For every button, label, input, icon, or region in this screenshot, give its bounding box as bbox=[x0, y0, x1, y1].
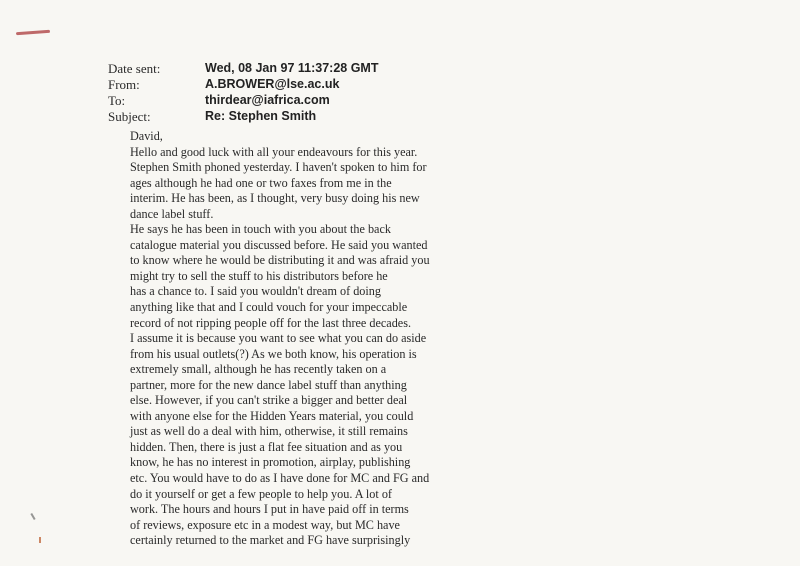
body-line: Stephen Smith phoned yesterday. I haven't spoken to him for bbox=[130, 160, 427, 175]
body-line: He says he has been in touch with you about the back bbox=[130, 222, 391, 237]
pen-tick-mark bbox=[30, 513, 35, 520]
header-label: Subject: bbox=[108, 109, 151, 124]
body-line: work. The hours and hours I put in have paid off in terms bbox=[130, 502, 409, 517]
body-line: partner, more for the new dance label stuff than anything bbox=[130, 377, 407, 392]
body-line: do it yourself or get a few people to help you. A lot of bbox=[130, 486, 392, 501]
orange-pen-mark bbox=[39, 537, 41, 543]
header-value-from: A.BROWER@lse.ac.uk bbox=[205, 77, 340, 91]
body-line: with anyone else for the Hidden Years material, you could bbox=[130, 408, 414, 423]
header-label: From: bbox=[108, 77, 140, 92]
body-line: has a chance to. I said you wouldn't dream of doing bbox=[130, 284, 381, 299]
body-line: certainly returned to the market and FG have surprisingly bbox=[130, 533, 411, 548]
body-line: might try to sell the stuff to his distributors before he bbox=[130, 268, 388, 283]
header-label: To: bbox=[108, 93, 126, 108]
body-line: etc. You would have to do as I have done for MC and FG and bbox=[130, 471, 430, 486]
body-line: know, he has no interest in promotion, airplay, publishing bbox=[130, 455, 411, 470]
body-line: I assume it is because you want to see what you can do aside bbox=[130, 331, 427, 346]
header-value-subject: Re: Stephen Smith bbox=[205, 109, 317, 123]
body-line: Hello and good luck with all your endeavours for this year. bbox=[130, 144, 418, 159]
body-line: to know where he would be distributing it and was afraid you bbox=[130, 253, 430, 268]
red-pen-mark bbox=[16, 30, 50, 35]
body-line: hidden. Then, there is just a flat fee situation and as you bbox=[130, 439, 403, 454]
body-line: from his usual outlets(?) As we both know, his operation is bbox=[130, 346, 417, 361]
body-line: dance label stuff. bbox=[130, 206, 214, 221]
body-line: extremely small, although he has recently taken on a bbox=[130, 362, 387, 377]
body-line: of reviews, exposure etc in a modest way, but MC have bbox=[130, 517, 400, 532]
salutation: David, bbox=[130, 129, 163, 143]
body-line: else. However, if you can't strike a bigger and better deal bbox=[130, 393, 408, 408]
body-line: record of not ripping people off for the last three decades. bbox=[130, 315, 411, 330]
body-line: catalogue material you discussed before. He said you wanted bbox=[130, 237, 428, 252]
body-line: anything like that and I could vouch for your impeccable bbox=[130, 300, 408, 315]
header-value-to: thirdear@iafrica.com bbox=[205, 93, 330, 107]
body-line: interim. He has been, as I thought, very busy doing his new bbox=[130, 191, 420, 206]
body-line: just as well do a deal with him, otherwise, it still remains bbox=[130, 424, 408, 439]
email-body bbox=[130, 129, 450, 549]
header-label: Date sent: bbox=[108, 61, 161, 76]
header-value-date: Wed, 08 Jan 97 11:37:28 GMT bbox=[205, 61, 379, 75]
body-line: ages although he had one or two faxes from me in the bbox=[130, 175, 392, 190]
